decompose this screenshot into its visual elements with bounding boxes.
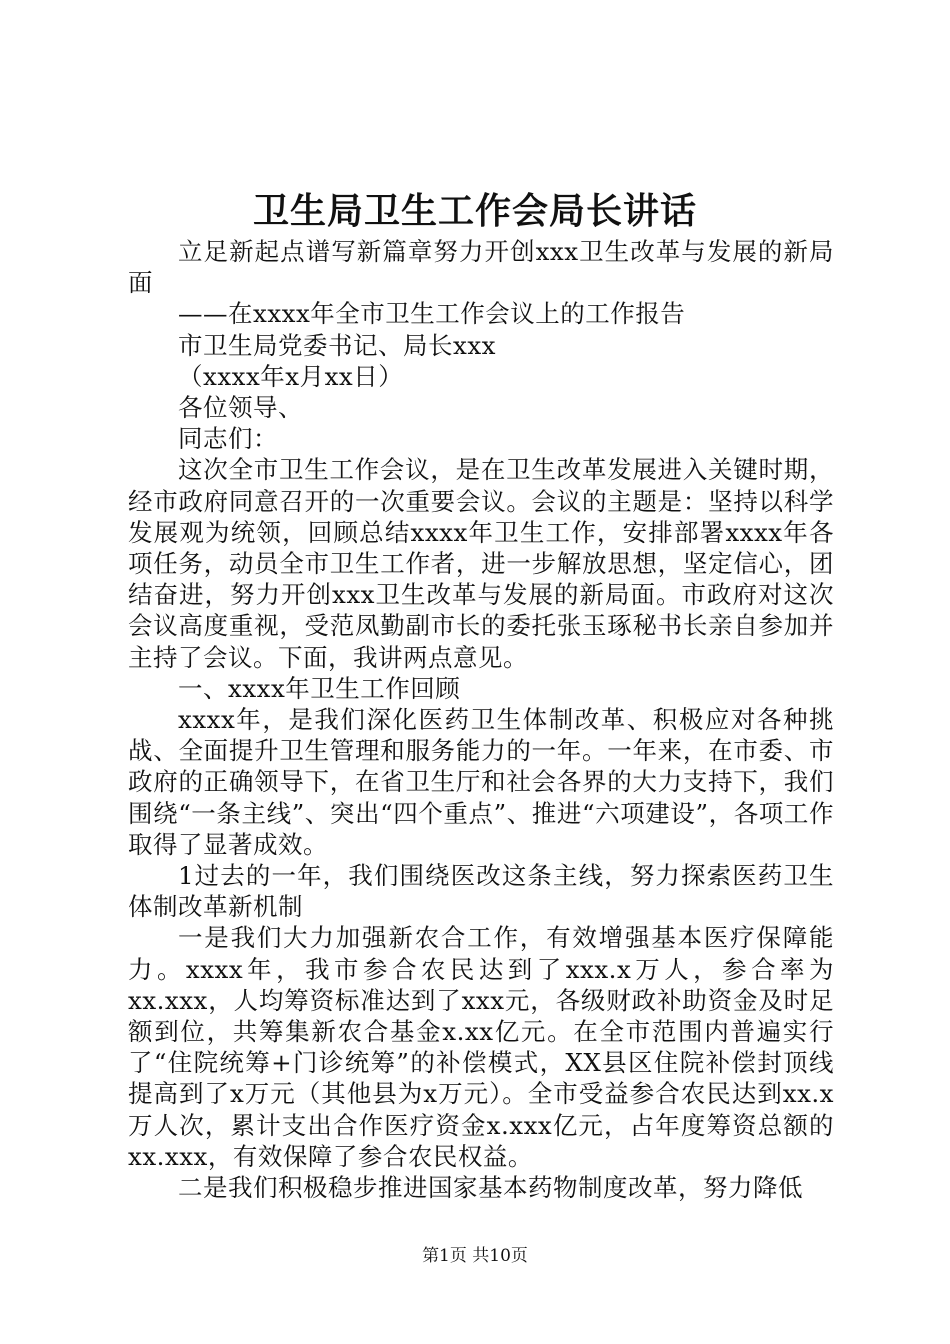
salutation-line: 同志们：	[178, 424, 278, 454]
section-heading: 一、xxxx年卫生工作回顾	[178, 673, 461, 703]
document-body	[128, 236, 834, 1203]
date-line: （xxxx年x月xx日）	[178, 361, 404, 391]
speaker-line: 市卫生局党委书记、局长xxx	[178, 330, 496, 360]
body-paragraph: xxxx年，是我们深化医药卫生体制改革、积极应对各种挑战、全面提升卫生管理和服务能力的一年。一年来，在市委、市政府的正确领导下，在省卫生厅和社会各界的大力支持下，我们围绕“一条主线”、突出“四个重点”、推进“六项建设”，各项工作取得了显著成效。	[128, 705, 834, 859]
salutation-line: 各位领导、	[178, 393, 303, 423]
report-occasion-line: ——在xxxx年全市卫生工作会议上的工作报告	[178, 299, 686, 329]
body-paragraph: 二是我们积极稳步推进国家基本药物制度改革，努力降低	[178, 1173, 803, 1203]
subtitle-paragraph: 立足新起点谱写新篇章努力开创xxx卫生改革与发展的新局面	[128, 237, 834, 298]
body-paragraph: 这次全市卫生工作会议，是在卫生改革发展进入关键时期，经市政府同意召开的一次重要会议。会议的主题是：坚持以科学发展观为统领，回顾总结xxxx年卫生工作，安排部署xxxx年各项任务，动员全市卫生工作者，进一步解放思想，坚定信心，团结奋进，努力开创xxx卫生改革与发展的新局面。市政府对这次会议高度重视，受范凤勤副市长的委托张玉琢秘书长亲自参加并主持了会议。下面，我讲两点意见。	[128, 455, 834, 672]
body-paragraph: 一是我们大力加强新农合工作，有效增强基本医疗保障能力。xxxx年，我市参合农民达到了xxx.x万人，参合率为xx.xxx，人均筹资标准达到了xxx元，各级财政补助资金及时足额到位，共筹集新农合基金x.xx亿元。在全市范围内普遍实行了“住院统筹+门诊统筹”的补偿模式，XX县区住院补偿封顶线提高到了x万元（其他县为x万元）。全市受益参合农民达到xx.x万人次，累计支出合作医疗资金x.xxx亿元，占年度筹资总额的xx.xxx，有效保障了参合农民权益。	[128, 923, 834, 1171]
document-title: 卫生局卫生工作会局长讲话	[252, 190, 697, 232]
subsection-heading: 1过去的一年，我们围绕医改这条主线，努力探索医药卫生体制改革新机制	[128, 861, 834, 922]
page-footer: 第1页 共10页	[422, 1246, 528, 1266]
